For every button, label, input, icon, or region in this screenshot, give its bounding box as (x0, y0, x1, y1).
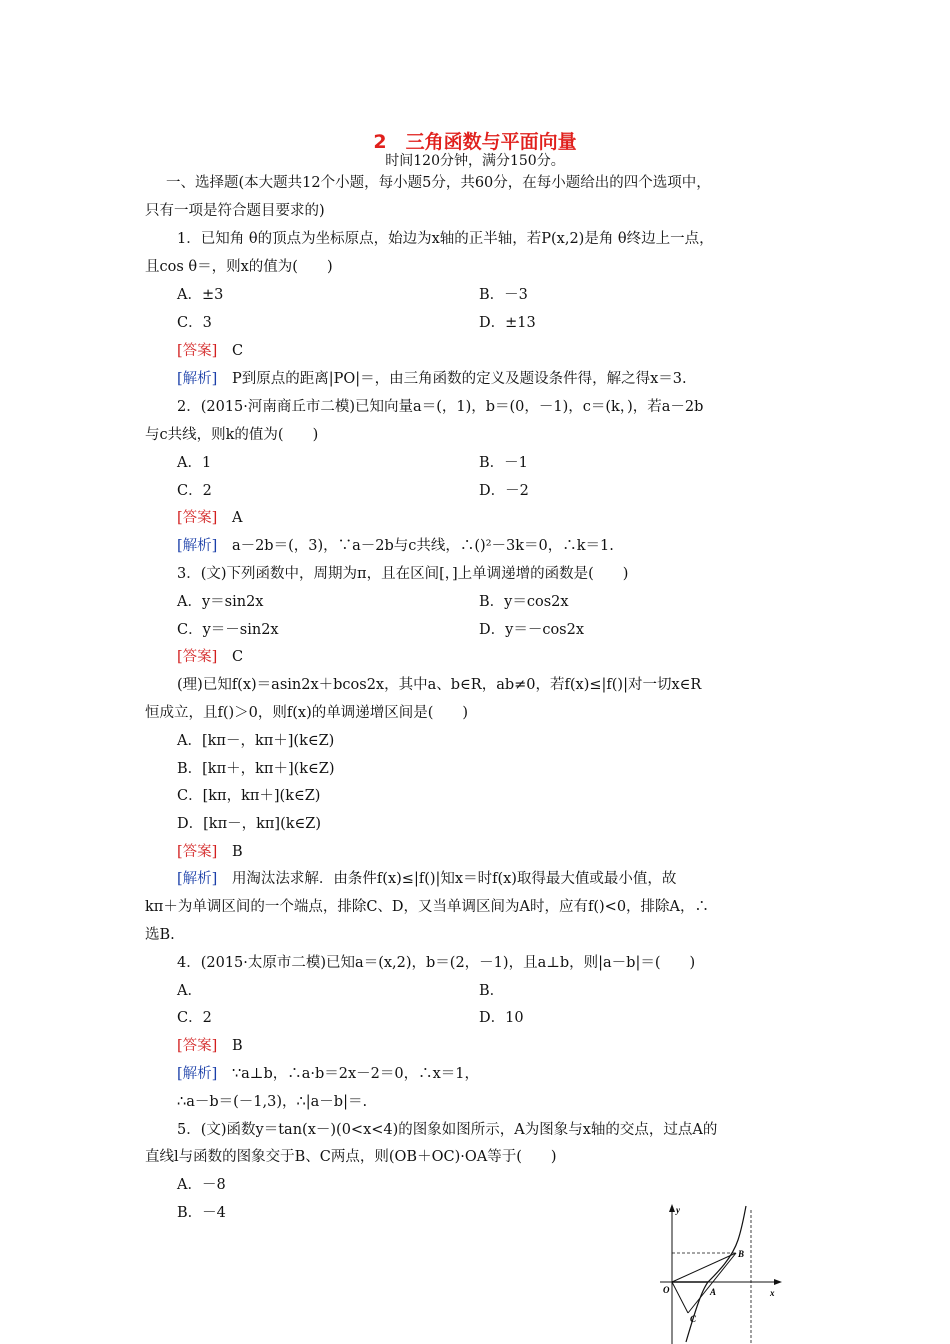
analysis-label: [解析] (177, 871, 218, 887)
q3li-analysis-line1 (177, 869, 676, 889)
q1-answer-value: C (231, 343, 244, 359)
q4-stem: 4．(2015·太原市二模)已知a＝(x,2)，b＝(2，－1)，且a⊥b，则|a－b|＝( ) (177, 955, 696, 971)
q2-answer-value: A (231, 510, 243, 526)
q3li-answer (177, 842, 243, 862)
q5-stem-line1: 5．(文)函数y＝tan(x－)(0<x<4)的图象如图所示，A为图象与x轴的交点，过点A的 (177, 1122, 718, 1138)
q4-analysis-line2: ∴a－b＝(－1,3)，∴|a－b|＝. (177, 1094, 368, 1110)
answer-label: [答案] (177, 1038, 218, 1054)
q3li-option-d: D．[kπ－，kπ](k∈Z) (177, 816, 321, 832)
q2-option-c: C．2 (177, 483, 212, 499)
section-intro-line1: 一、选择题(本大题共12个小题，每小题5分，共60分，在每小题给出的四个选项中， (166, 175, 711, 191)
q3-option-d: D．y＝－cos2x (479, 622, 585, 638)
q5-stem-line2: 直线l与函数的图象交于B、C两点，则(OB＋OC)·OA等于( ) (145, 1149, 557, 1165)
q1-stem-line2: 且cos θ＝，则x的值为( ) (145, 259, 333, 275)
q5-option-b: B．－4 (177, 1205, 226, 1221)
label-x: x (770, 1288, 775, 1298)
q4-option-c: C．2 (177, 1010, 212, 1026)
analysis-label: [解析] (177, 538, 218, 554)
answer-label: [答案] (177, 649, 218, 665)
q3li-stem-line1: (理)已知f(x)＝asin2x＋bcos2x，其中a、b∈R，ab≠0，若f(x)≤|f()|对一切x∈R (177, 677, 702, 693)
q3li-analysis-line2: kπ＋为单调区间的一个端点，排除C、D，又当单调区间为A时，应有f()<0，排除A，∴ (145, 899, 710, 915)
q1-option-c: C．3 (177, 315, 212, 331)
q5-option-a: A．－8 (177, 1177, 226, 1193)
q1-option-a: A．±3 (177, 287, 224, 303)
answer-label: [答案] (177, 510, 218, 526)
q2-stem-line1: 2．(2015·河南商丘市二模)已知向量a＝(，1)，b＝(0，－1)，c＝(k，)，若a－2b (177, 399, 704, 415)
q2-analysis (177, 536, 614, 556)
analysis-label: [解析] (177, 371, 218, 387)
label-b: B (738, 1249, 745, 1259)
q3li-answer-value: B (231, 844, 243, 860)
q1-stem-line1: 1．已知角 θ的顶点为坐标原点，始边为x轴的正半轴，若P(x,2)是角 θ终边上一点， (177, 231, 714, 247)
section-intro-line2: 只有一项是符合题目要求的) (145, 203, 325, 219)
q1-analysis-text: P到原点的距离|PO|＝，由三角函数的定义及题设条件得，解之得x＝3. (231, 371, 687, 387)
page-title: 2 三角函数与平面向量 (373, 131, 577, 153)
y-axis-arrow (669, 1204, 675, 1212)
q3li-option-c: C．[kπ，kπ＋](k∈Z) (177, 788, 321, 804)
line-l (688, 1253, 736, 1313)
q2-option-d: D．－2 (479, 483, 529, 499)
q2-answer (177, 508, 242, 528)
q3li-option-b: B．[kπ＋，kπ＋](k∈Z) (177, 761, 335, 777)
q1-answer (177, 341, 243, 361)
label-c: C (690, 1314, 697, 1324)
label-o: O (663, 1285, 670, 1295)
q3-option-a: A．y＝sin2x (177, 594, 264, 610)
label-y: y (676, 1205, 680, 1215)
answer-label: [答案] (177, 343, 218, 359)
answer-label: [答案] (177, 844, 218, 860)
vector-oc (672, 1282, 688, 1313)
analysis-label: [解析] (177, 1066, 218, 1082)
q3li-analysis-text1: 用淘汰法求解．由条件f(x)≤|f()|知x＝时f(x)取得最大值或最小值，故 (231, 871, 677, 887)
q3-stem: 3．(文)下列函数中，周期为π，且在区间[，]上单调递增的函数是( ) (177, 566, 629, 582)
q3-answer (177, 647, 243, 667)
tangent-graph-figure (648, 1200, 788, 1344)
q1-option-b: B．－3 (479, 287, 528, 303)
q2-stem-line2: 与c共线，则k的值为( ) (145, 427, 319, 443)
q4-answer (177, 1036, 243, 1056)
q4-option-b: B． (479, 983, 505, 999)
q3li-analysis-line3: 选B. (145, 927, 175, 943)
q3-option-b: B．y＝cos2x (479, 594, 569, 610)
q2-option-b: B．－1 (479, 455, 528, 471)
q4-analysis-text1: ∵a⊥b，∴a·b＝2x－2＝0，∴x＝1， (231, 1066, 480, 1082)
vector-ob (672, 1253, 736, 1282)
x-axis-arrow (774, 1279, 782, 1285)
time-limit-note: 时间120分钟，满分150分。 (385, 153, 565, 169)
q3li-stem-line2: 恒成立，且f()＞0，则f(x)的单调递增区间是( ) (145, 705, 469, 721)
q3-option-c: C．y＝－sin2x (177, 622, 279, 638)
q2-option-a: A．1 (177, 455, 212, 471)
q4-answer-value: B (231, 1038, 243, 1054)
q4-option-d: D．10 (479, 1010, 524, 1026)
q4-analysis-line1 (177, 1064, 479, 1084)
q1-option-d: D．±13 (479, 315, 536, 331)
q1-analysis (177, 369, 687, 389)
q3li-option-a: A．[kπ－，kπ＋](k∈Z) (177, 733, 335, 749)
label-a: A (710, 1287, 717, 1297)
q4-option-a: A． (177, 983, 202, 999)
q3-answer-value: C (231, 649, 244, 665)
q2-analysis-text: a－2b＝(，3)，∵a－2b与c共线，∴()²－3k＝0，∴k＝1. (231, 538, 614, 554)
